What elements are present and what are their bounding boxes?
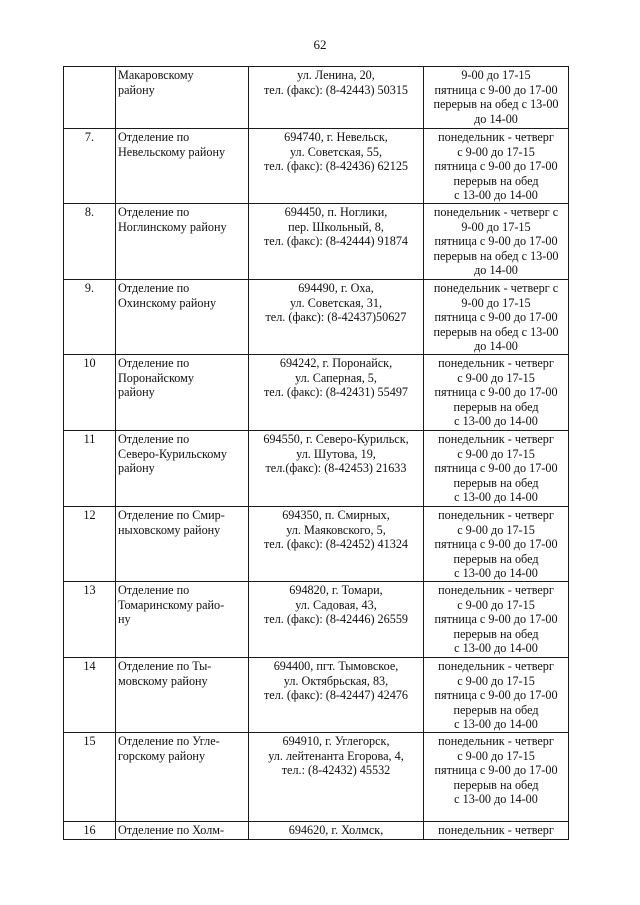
office-name: Отделение по Смир- ныховскому району: [116, 507, 249, 582]
table-row: [64, 280, 569, 355]
row-number: 9.: [64, 280, 116, 355]
row-number: 10: [64, 355, 116, 431]
row-number: 8.: [64, 204, 116, 280]
office-name: Отделение по Охинскому району: [116, 280, 249, 355]
office-address: 694350, п. Смирных, ул. Маяковского, 5, тел. (факс): (8-42452) 41324: [249, 507, 424, 582]
office-address: 694820, г. Томари, ул. Садовая, 43, тел. (факс): (8-42446) 26559: [249, 582, 424, 658]
offices-table: [63, 66, 569, 840]
office-address: 694910, г. Углегорск, ул. лейтенанта Егорова, 4, тел.: (8-42432) 45532: [249, 733, 424, 822]
office-address: 694620, г. Холмск,: [249, 822, 424, 840]
office-name: Отделение по Ноглинскому району: [116, 204, 249, 280]
table-row: [64, 204, 569, 280]
office-hours: понедельник - четверг с 9-00 до 17-15 пятница с 9-00 до 17-00 перерыв на обед с 13-00 до 14-00: [424, 204, 569, 280]
office-hours: 9-00 до 17-15 пятница с 9-00 до 17-00 перерыв на обед с 13-00 до 14-00: [424, 67, 569, 129]
row-number: 16: [64, 822, 116, 840]
office-name: Отделение по Ты- мовскому району: [116, 658, 249, 733]
office-address: 694450, п. Ноглики, пер. Школьный, 8, тел. (факс): (8-42444) 91874: [249, 204, 424, 280]
row-number: 14: [64, 658, 116, 733]
row-number: [64, 67, 116, 129]
office-address: 694550, г. Северо-Курильск, ул. Шутова, 19, тел.(факс): (8-42453) 21633: [249, 431, 424, 507]
office-hours: понедельник - четверг: [424, 822, 569, 840]
row-number: 11: [64, 431, 116, 507]
office-name: Отделение по Невельскому району: [116, 129, 249, 204]
office-hours: понедельник - четверг с 9-00 до 17-15 пятница с 9-00 до 17-00 перерыв на обед с 13-00 до 14-00: [424, 129, 569, 204]
office-hours: понедельник - четверг с 9-00 до 17-15 пятница с 9-00 до 17-00 перерыв на обед с 13-00 до 14-00: [424, 431, 569, 507]
office-address: 694242, г. Поронайск, ул. Саперная, 5, тел. (факс): (8-42431) 55497: [249, 355, 424, 431]
table-row: [64, 67, 569, 129]
table-row: [64, 658, 569, 733]
row-number: 15: [64, 733, 116, 822]
table-row: [64, 507, 569, 582]
office-name: Отделение по Томаринскому райо- ну: [116, 582, 249, 658]
office-hours: понедельник - четверг с 9-00 до 17-15 пятница с 9-00 до 17-00 перерыв на обед с 13-00 до 14-00: [424, 658, 569, 733]
table-row: [64, 355, 569, 431]
office-hours: понедельник - четверг с 9-00 до 17-15 пятница с 9-00 до 17-00 перерыв на обед с 13-00 до 14-00: [424, 355, 569, 431]
page-number: 62: [313, 37, 327, 52]
office-name: Макаровскому району: [116, 67, 249, 129]
office-hours: понедельник - четверг с 9-00 до 17-15 пятница с 9-00 до 17-00 перерыв на обед с 13-00 до 14-00: [424, 280, 569, 355]
row-number: 7.: [64, 129, 116, 204]
office-address: 694400, пгт. Тымовское, ул. Октябрьская, 83, тел. (факс): (8-42447) 42476: [249, 658, 424, 733]
office-address: 694490, г. Оха, ул. Советская, 31, тел. (факс): (8-42437)50627: [249, 280, 424, 355]
table-row: [64, 582, 569, 658]
office-address: 694740, г. Невельск, ул. Советская, 55, тел. (факс): (8-42436) 62125: [249, 129, 424, 204]
office-hours: понедельник - четверг с 9-00 до 17-15 пятница с 9-00 до 17-00 перерыв на обед с 13-00 до 14-00: [424, 582, 569, 658]
office-name: Отделение по Холм-: [116, 822, 249, 840]
office-address: ул. Ленина, 20, тел. (факс): (8-42443) 50315: [249, 67, 424, 129]
table-row: [64, 431, 569, 507]
table-row: [64, 733, 569, 822]
office-name: Отделение по Поронайскому району: [116, 355, 249, 431]
row-number: 13: [64, 582, 116, 658]
table-row: [64, 822, 569, 840]
office-name: Отделение по Угле- горскому району: [116, 733, 249, 822]
office-name: Отделение по Северо-Курильскому району: [116, 431, 249, 507]
row-number: 12: [64, 507, 116, 582]
table-row: [64, 129, 569, 204]
office-hours: понедельник - четверг с 9-00 до 17-15 пятница с 9-00 до 17-00 перерыв на обед с 13-00 до 14-00: [424, 733, 569, 822]
office-hours: понедельник - четверг с 9-00 до 17-15 пятница с 9-00 до 17-00 перерыв на обед с 13-00 до 14-00: [424, 507, 569, 582]
